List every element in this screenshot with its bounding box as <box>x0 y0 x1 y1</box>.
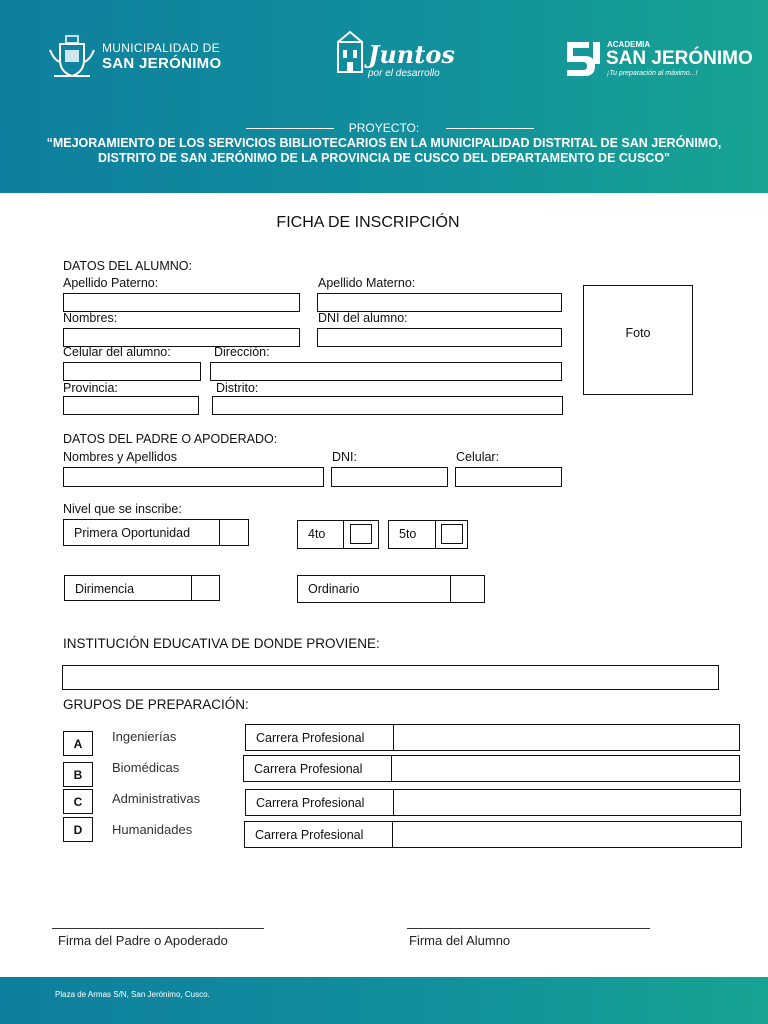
padre-nombres-label: Nombres y Apellidos <box>63 450 177 464</box>
direccion-label: Dirección: <box>214 345 270 359</box>
municipalidad-line2: SAN JERÓNIMO <box>102 54 222 72</box>
firma-alumno-label: Firma del Alumno <box>409 933 511 948</box>
firma-alumno-line <box>407 928 650 929</box>
juntos-title: Juntos <box>368 40 455 69</box>
group-a-name: Ingenierías <box>112 729 177 744</box>
juntos-logo <box>332 28 462 88</box>
group-d-carrera-field[interactable] <box>244 821 742 848</box>
academia-name: SAN JERÓNIMO <box>606 48 753 69</box>
academia-sj-icon <box>563 38 603 80</box>
group-d-carrera-label: Carrera Profesional <box>245 822 393 847</box>
cuarto-checkbox[interactable] <box>350 524 372 544</box>
nombres-label: Nombres: <box>63 311 118 325</box>
padre-nombres-field[interactable] <box>63 467 324 487</box>
primera-oportunidad-option[interactable] <box>63 519 249 546</box>
dni-alumno-label: DNI del alumno: <box>318 311 408 325</box>
group-c-checkbox[interactable]: C <box>63 789 93 814</box>
celular-alumno-label: Celular del alumno: <box>63 345 171 359</box>
group-c-carrera-field[interactable] <box>245 789 741 816</box>
footer-address: Plaza de Armas S/N, San Jerónimo, Cusco. <box>55 990 210 999</box>
apellido-paterno-label: Apellido Paterno: <box>63 276 159 290</box>
dirimencia-label: Dirimencia <box>75 582 135 596</box>
group-b-name: Biomédicas <box>112 760 180 775</box>
header-banner <box>0 0 768 193</box>
building-icon <box>332 28 368 78</box>
provincia-field[interactable] <box>63 396 199 415</box>
project-label: PROYECTO: <box>348 121 420 135</box>
celular-alumno-field[interactable] <box>63 362 201 381</box>
municipalidad-line1: MUNICIPALIDAD DE <box>102 40 220 55</box>
grupos-label: GRUPOS DE PREPARACIÓN: <box>63 697 249 712</box>
distrito-label: Distrito: <box>216 381 259 395</box>
quinto-label: 5to <box>399 527 417 541</box>
institucion-field[interactable] <box>62 665 719 690</box>
group-d-name: Humanidades <box>112 822 193 837</box>
group-a-carrera-field[interactable] <box>245 724 740 751</box>
primera-oportunidad-checkbox[interactable] <box>219 520 248 545</box>
group-c-name: Administrativas <box>112 791 201 806</box>
apellido-paterno-field[interactable] <box>63 293 300 312</box>
alumno-section-heading: DATOS DEL ALUMNO: <box>63 259 192 273</box>
primera-oportunidad-label: Primera Oportunidad <box>74 526 191 540</box>
project-rule-right <box>446 128 534 129</box>
provincia-label: Provincia: <box>63 381 118 395</box>
academia-tagline: ¡Tu preparación al máximo...! <box>607 70 698 77</box>
photo-box[interactable] <box>583 285 693 395</box>
municipal-crest-icon <box>46 30 98 82</box>
padre-dni-label: DNI: <box>332 450 357 464</box>
apellido-materno-label: Apellido Materno: <box>318 276 416 290</box>
group-b-checkbox[interactable]: B <box>63 762 93 787</box>
cuarto-label: 4to <box>308 527 326 541</box>
ordinario-option[interactable] <box>297 575 485 603</box>
firma-padre-line <box>52 928 264 929</box>
dirimencia-checkbox[interactable] <box>191 576 219 600</box>
padre-celular-label: Celular: <box>456 450 500 464</box>
group-a-checkbox[interactable]: A <box>63 731 93 756</box>
padre-dni-field[interactable] <box>331 467 448 487</box>
direccion-field[interactable] <box>210 362 562 381</box>
footer-banner <box>0 977 768 1024</box>
group-c-carrera-label: Carrera Profesional <box>246 790 394 815</box>
quinto-checkbox[interactable] <box>441 524 463 544</box>
padre-celular-field[interactable] <box>455 467 562 487</box>
group-b-carrera-label: Carrera Profesional <box>244 756 392 781</box>
group-d-checkbox[interactable]: D <box>63 817 93 842</box>
photo-label: Foto <box>625 326 651 340</box>
distrito-field[interactable] <box>212 396 563 415</box>
institucion-label: INSTITUCIÓN EDUCATIVA DE DONDE PROVIENE: <box>63 636 380 651</box>
academia-small-label: ACADEMIA <box>607 40 651 49</box>
group-b-carrera-field[interactable] <box>243 755 740 782</box>
juntos-subtitle: por el desarrollo <box>368 68 440 79</box>
ordinario-label: Ordinario <box>308 582 360 596</box>
academia-logo <box>563 38 753 82</box>
project-title: “MEJORAMIENTO DE LOS SERVICIOS BIBLIOTECARIOS EN LA MUNICIPALIDAD DISTRITAL DE SAN JERÓNIMO, DISTRITO DE SAN JERÓNIMO DE LA PROVINCIA DE CUSCO DEL DEPARTAMENTO DE CUSCO" <box>46 136 722 165</box>
municipalidad-logo <box>46 30 221 82</box>
dni-alumno-field[interactable] <box>317 328 562 347</box>
nivel-label: Nivel que se inscribe: <box>63 502 182 516</box>
group-a-carrera-label: Carrera Profesional <box>246 725 394 750</box>
quinto-option[interactable] <box>388 520 468 549</box>
form-title: FICHA DE INSCRIPCIÓN <box>276 214 460 231</box>
firma-padre-label: Firma del Padre o Apoderado <box>58 933 228 948</box>
cuarto-option[interactable] <box>297 520 379 549</box>
padre-section-heading: DATOS DEL PADRE O APODERADO: <box>63 432 278 446</box>
dirimencia-option[interactable] <box>64 575 220 601</box>
ordinario-checkbox[interactable] <box>450 576 484 602</box>
apellido-materno-field[interactable] <box>317 293 562 312</box>
